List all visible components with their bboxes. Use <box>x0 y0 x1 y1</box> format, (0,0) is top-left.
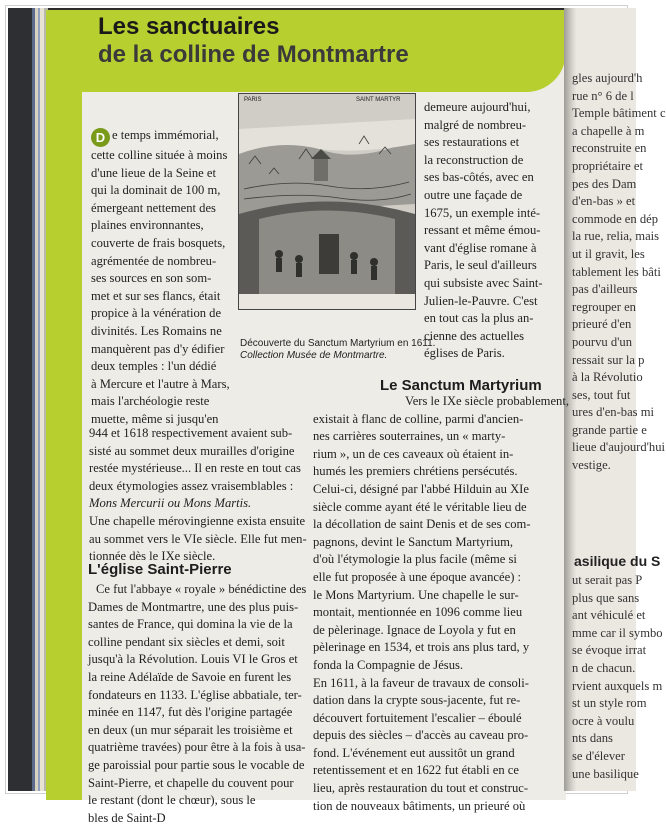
intro-line: d'une lieue de la Seine et <box>91 165 217 180</box>
facing-page-text-top <box>572 70 666 475</box>
facing-line: ures d'en-bas mi <box>572 405 655 420</box>
intro-line: plaines environnantes, <box>91 218 204 233</box>
facing-line: reconstruite en <box>572 141 647 156</box>
caption-line-1: Découverte du Sanctum Martyrium en 1611. <box>240 338 436 349</box>
intro-line: émergeant nettement des <box>91 200 216 215</box>
text-line: elle fut proposée à une époque avancée) : <box>313 569 522 584</box>
text-line: siècle comme ayant été le véritable lieu de <box>313 499 527 514</box>
facing-line: a chapelle à m <box>572 123 645 138</box>
facing-line: se d'élever <box>572 748 625 763</box>
intro-line: 944 et 1618 respectivement avaient sub- <box>89 426 293 440</box>
facing-line: la rue, relia, mais <box>572 229 660 244</box>
text-line: Vers le IXe siècle probablement, <box>405 394 570 408</box>
intro-line: manquèrent pas d'y édifier <box>91 341 225 356</box>
facing-line: n de chacun. <box>572 660 636 675</box>
text-line: lieu, après restauration du tout et construc- <box>313 781 529 796</box>
text-line: de pèlerinage. Ignace de Loyola y fut en <box>313 622 516 637</box>
intro-line: divinités. Les Romains ne <box>91 323 222 338</box>
facing-line: pes des Dam <box>572 176 637 191</box>
text-line: humés les premiers chrétiens persécutés. <box>313 464 518 479</box>
saint-pierre-column <box>88 581 308 827</box>
text-line: Dames de Montmartre, une des plus puis- <box>88 599 299 614</box>
engraving-image <box>239 94 415 309</box>
text-line: rium », un de ces caveaux où étaient in- <box>313 446 514 461</box>
facing-line: Temple bâtiment c <box>572 106 666 121</box>
intro-line: Mons Mercurii ou Mons Martis. <box>89 496 252 511</box>
text-line: le restant (dont le chœur), sous le <box>88 793 256 808</box>
text-line: dation dans la crypte sous-jacente, fut re- <box>313 693 521 708</box>
text-line: santes de France, qui domina la vie de la <box>88 617 293 632</box>
facing-line: d'en-bas » et <box>572 194 636 209</box>
caption-line-2: Collection Musée de Montmartre. <box>240 350 388 361</box>
text-line: d'où l'étymologie la plus facile (même si <box>313 552 517 567</box>
text-line: en deux (un mur séparait les troisième et <box>88 722 293 737</box>
text-line: bles de Saint-D <box>88 810 166 825</box>
facing-line: lieue d'aujourd'hui <box>572 440 666 455</box>
intro-first-line: D e temps immémorial, <box>91 127 231 147</box>
text-line: le Mons Martyrium. Une chapelle le sur- <box>313 587 519 602</box>
intro-line: ses sources en son som- <box>91 271 212 286</box>
text-line: demeure aujourd'hui, <box>424 100 531 114</box>
facing-line: pas d'ailleurs <box>572 282 638 297</box>
text-line: la reconstruction de <box>424 152 524 167</box>
facing-line: ses, tout fut <box>572 387 631 402</box>
intro-line: à Mercure et l'autre à Mars, <box>91 376 230 391</box>
text-line: la décollation de saint Denis et de ses com- <box>313 517 531 532</box>
text-line: fondateurs en 1133. L'église abbatiale, ter- <box>88 687 302 702</box>
dropcap: D <box>91 128 110 147</box>
text-line: vant d'église romane à <box>424 240 537 255</box>
text-line: jusqu'à la Révolution. Louis VI le Gros et <box>88 652 298 667</box>
text-line: cienne des actuelles <box>424 328 524 343</box>
facing-line: ut il gravit, les <box>572 246 645 261</box>
facing-line: se évoque irrat <box>572 643 647 658</box>
intro-line: restée mystérieuse... Il en reste en tout cas <box>89 461 301 476</box>
text-line: minée en 1147, fut dès l'origine partagée <box>88 705 293 720</box>
text-line: fonda la Compagnie de Jésus. <box>313 657 464 672</box>
text-line: Ce fut l'abbaye « royale » bénédictine des <box>96 582 307 596</box>
text-line: existait à flanc de colline, parmi d'ancien- <box>313 411 524 426</box>
text-line: tion de nouveaux bâtiments, un prieuré où <box>313 798 526 813</box>
text-line: malgré de nombreu- <box>424 117 527 132</box>
facing-line: rvient auxquels m <box>572 678 663 693</box>
intro-full-column <box>89 425 309 566</box>
facing-line: ant véhiculé et <box>572 608 646 623</box>
text-line: églises de Paris. <box>424 346 505 361</box>
engraving-label-paris: PARIS <box>244 97 262 103</box>
facing-line: commode en dép <box>572 211 659 226</box>
facing-line: vestige. <box>572 458 611 473</box>
intro-line: propice à la vénération de <box>91 306 222 321</box>
facing-line: rue n° 6 de l <box>572 88 634 103</box>
facing-line: ressait sur la p <box>572 352 645 367</box>
facing-line: prieuré d'en <box>572 317 632 332</box>
sanctum-column <box>313 393 570 815</box>
text-line: nes carrières souterraines, un « marty- <box>313 429 506 444</box>
facing-line: une basilique <box>572 766 639 781</box>
text-line: en tout cas la plus an- <box>424 311 534 326</box>
intro-line: deux temples : l'un dédié <box>91 359 217 374</box>
facing-line: mme car il symbo <box>572 625 663 640</box>
text-line: Saint-Pierre, et chapelle du couvent pour <box>88 775 294 790</box>
text-line: quatrième travées) pour être à la fois à usa- <box>88 740 306 755</box>
intro-line: au sommet vers le VIe siècle. Elle fut men- <box>89 531 307 546</box>
text-line: Paris, le seul d'ailleurs <box>424 258 537 273</box>
intro-line: muette, même si jusqu'en <box>91 411 219 426</box>
engraving-label-saint-martyr: SAINT MARTYR <box>356 97 401 103</box>
text-line: ses bas-côtés, avec en <box>424 170 534 185</box>
text-line: depuis des siècles – d'accès au caveau pro- <box>313 728 529 743</box>
intro-line: met et sur ses flancs, était <box>91 288 221 303</box>
section-heading-saint-pierre: L'église Saint-Pierre <box>88 561 232 578</box>
intro-line: agrémentée de nombreu- <box>91 253 217 268</box>
text-line: Celui-ci, désigné par l'abbé Hilduin au XIe <box>313 481 529 496</box>
intro-column <box>91 127 231 429</box>
page-title <box>98 13 409 69</box>
facing-line: grande partie e <box>572 422 647 437</box>
intro-line: qui la dominait de 100 m, <box>91 183 221 198</box>
facing-line: regrouper en <box>572 299 636 314</box>
facing-line: à la Révolutio <box>572 370 643 385</box>
engraving-figure <box>238 93 416 310</box>
text-line: pagnons, devint le Sanctum Martyrium, <box>313 534 514 549</box>
text-line: fond. L'événement eut aussitôt un grand <box>313 745 515 760</box>
title-line-1: Les sanctuaires <box>98 13 280 40</box>
intro-line: mais l'archéologie reste <box>91 394 210 409</box>
section-heading-sanctum: Le Sanctum Martyrium <box>380 377 542 394</box>
text-line: colline pendant six siècles et demi, soit <box>88 634 285 649</box>
facing-page-text-bottom <box>572 572 663 783</box>
text-line: pèlerinage en 1534, et trois ans plus tard, y <box>313 640 530 655</box>
facing-line: pourvu d'un <box>572 334 632 349</box>
title-line-2: de la colline de Montmartre <box>98 41 409 68</box>
text-line: ses restaurations et <box>424 135 520 150</box>
green-margin-band <box>46 10 82 800</box>
text-line: la reine Adélaïde de Savoie en furent les <box>88 669 292 684</box>
facing-line: propriétaire et <box>572 158 643 173</box>
text-line: En 1611, à la faveur de travaux de consoli- <box>313 675 529 690</box>
intro-line: sisté au sommet deux murailles d'origine <box>89 443 295 458</box>
text-line: retentissement et en 1622 fut établi en ce <box>313 763 519 778</box>
facing-page-heading: asilique du S <box>574 553 661 569</box>
text-line: 1675, un exemple inté- <box>424 205 541 220</box>
text-line: outre une façade de <box>424 187 523 202</box>
intro-line: cette colline située à moins <box>91 148 228 162</box>
intro-line: couverte de frais bosquets, <box>91 235 226 250</box>
facing-line: tablement les bâti <box>572 264 661 279</box>
facing-line: ut serait pas P <box>572 573 643 587</box>
text-line: ressant et même émou- <box>424 223 541 238</box>
text-line: découvert fortuitement l'escalier – éboulé <box>313 710 522 725</box>
right-top-column <box>424 99 552 363</box>
text-line: ge paroissial pour partie sous le vocable de <box>88 757 305 772</box>
intro-line: deux étymologies assez vraisemblables : <box>89 478 294 493</box>
facing-line: nts dans <box>572 731 613 746</box>
facing-line: plus que sans <box>572 590 640 605</box>
facing-line: gles aujourd'h <box>572 71 643 85</box>
text-line: Julien-le-Pauvre. C'est <box>424 293 538 308</box>
text-line: qui subsiste avec Saint- <box>424 275 543 290</box>
figure-caption <box>240 338 435 362</box>
text-line: montait, mentionnée en 1096 comme lieu <box>313 605 523 620</box>
facing-line: st un style rom <box>572 696 647 711</box>
facing-line: ocre à voulu <box>572 713 635 728</box>
intro-line: tionnée dès le IXe siècle. <box>89 549 216 564</box>
intro-line: Une chapelle mérovingienne exista ensuite <box>89 513 306 528</box>
